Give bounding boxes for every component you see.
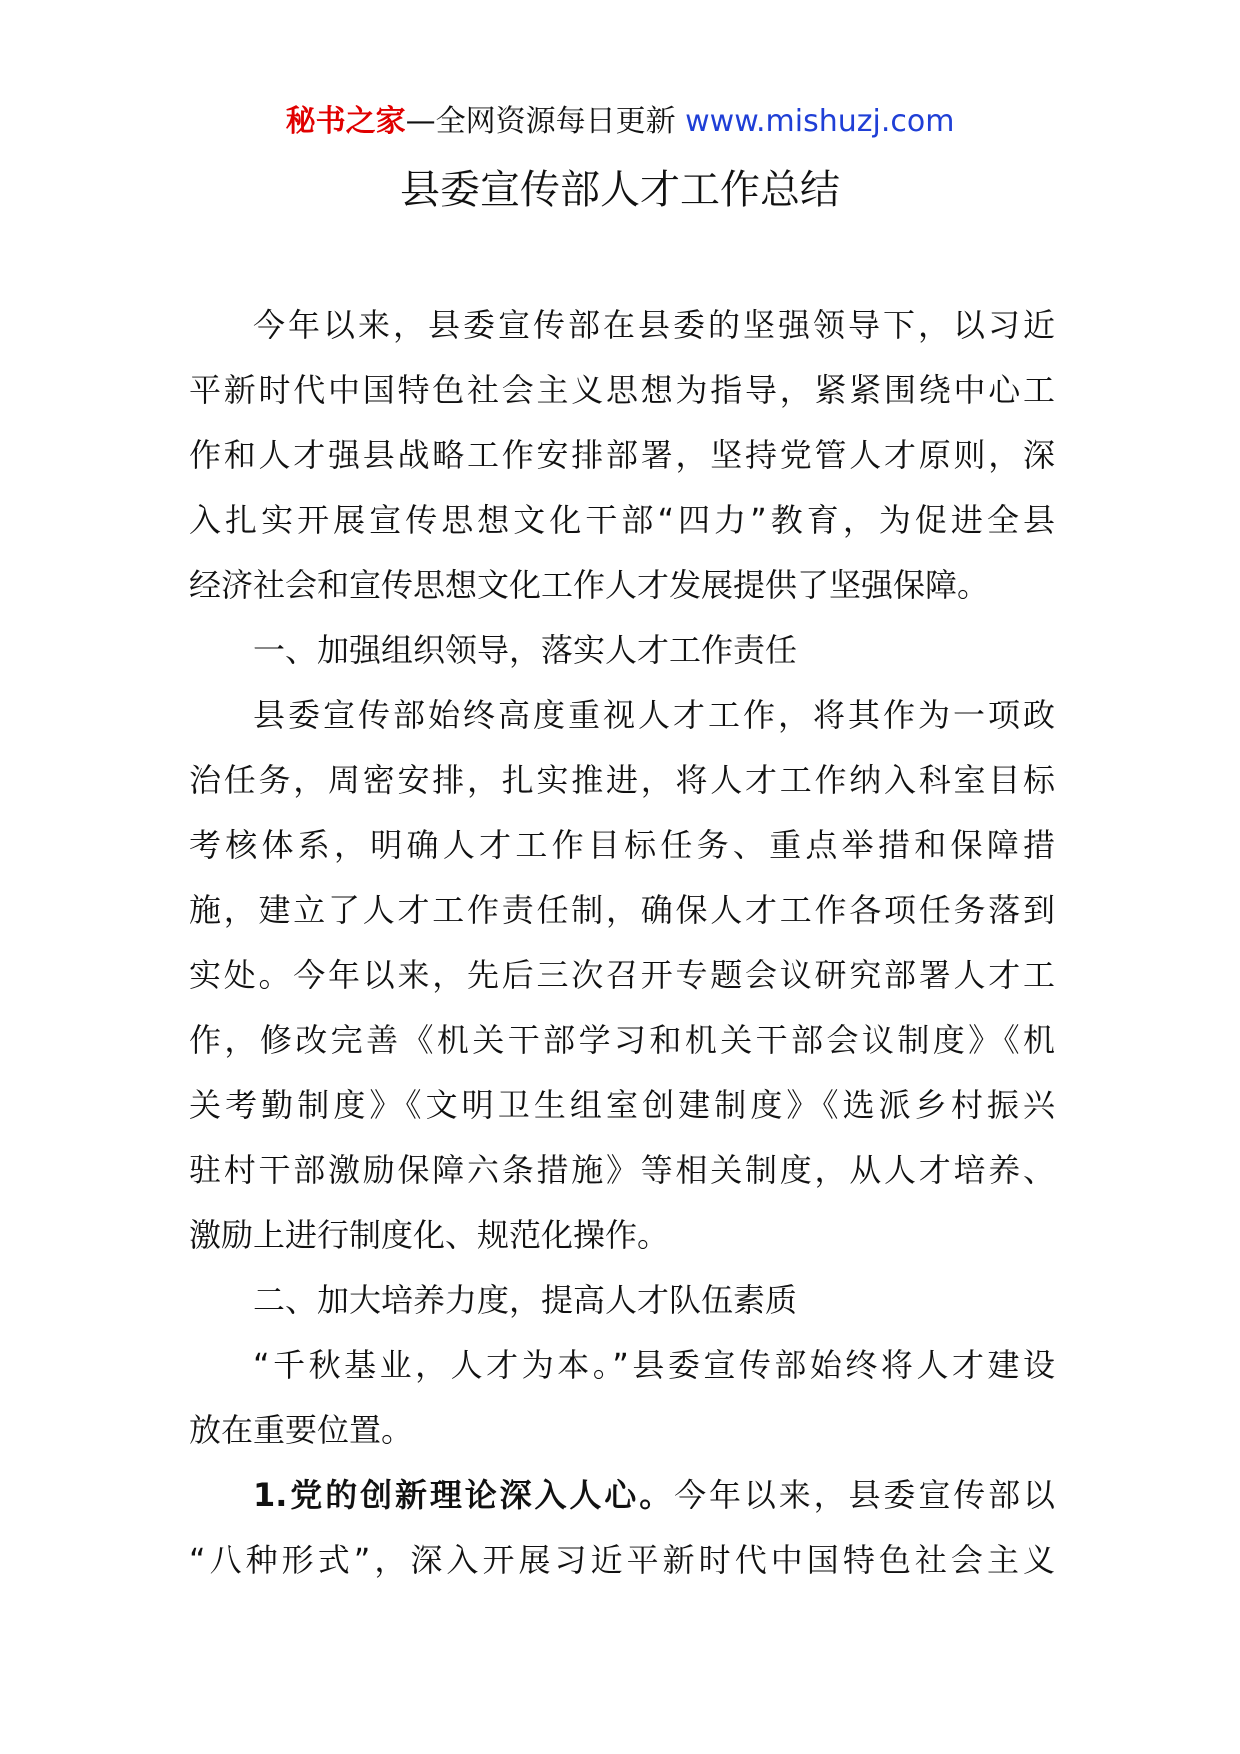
document-body	[189, 293, 1055, 1593]
paragraph-line: 作，修改完善《机关干部学习和机关干部会议制度》《机	[189, 1021, 1055, 1059]
paragraph-line: 激励上进行制度化、规范化操作。	[189, 1216, 670, 1254]
paragraph-line: 县委宣传部始终高度重视人才工作，将其作为一项政	[253, 696, 1055, 734]
paragraph-line: “八种形式”，深入开展习近平新时代中国特色社会主义	[189, 1541, 1055, 1579]
paragraph-line-with-lead	[189, 1463, 1055, 1528]
paragraph-line: 关考勤制度》《文明卫生组室创建制度》《选派乡村振兴	[189, 1086, 1055, 1124]
paragraph-line: 入扎实开展宣传思想文化干部“四力”教育，为促进全县	[189, 501, 1055, 539]
section-heading: 一、加强组织领导，落实人才工作责任	[253, 631, 798, 669]
paragraph-line: 放在重要位置。	[189, 1411, 414, 1449]
paragraph-line: 平新时代中国特色社会主义思想为指导，紧紧围绕中心工	[189, 371, 1055, 409]
site-url-link[interactable]: www.mishuzj.com	[685, 104, 955, 139]
header-tagline: —全网资源每日更新	[405, 104, 686, 139]
paragraph-line: 今年以来，县委宣传部在县委的坚强领导下，以习近	[253, 306, 1055, 344]
document-title: 县委宣传部人才工作总结	[400, 167, 840, 213]
paragraph-line: 治任务，周密安排，扎实推进，将人才工作纳入科室目标	[189, 761, 1055, 799]
paragraph-line: 施，建立了人才工作责任制，确保人才工作各项任务落到	[189, 891, 1055, 929]
paragraph-line: 考核体系，明确人才工作目标任务、重点举措和保障措	[189, 826, 1055, 864]
brand-name: 秘书之家	[285, 104, 406, 139]
paragraph-line: 实处。今年以来，先后三次召开专题会议研究部署人才工	[189, 956, 1055, 994]
site-header	[0, 100, 1240, 144]
bold-subheading: 1.党的创新理论深入人心。	[253, 1476, 675, 1514]
paragraph-line: 驻村干部激励保障六条措施》等相关制度，从人才培养、	[189, 1151, 1055, 1189]
paragraph-line: “千秋基业，人才为本。”县委宣传部始终将人才建设	[253, 1346, 1055, 1384]
paragraph-line: 作和人才强县战略工作安排部署，坚持党管人才原则，深	[189, 436, 1055, 474]
section-heading: 二、加大培养力度，提高人才队伍素质	[253, 1281, 798, 1319]
paragraph-text: 今年以来，县委宣传部以	[674, 1476, 1055, 1514]
paragraph-line: 经济社会和宣传思想文化工作人才发展提供了坚强保障。	[189, 566, 990, 604]
